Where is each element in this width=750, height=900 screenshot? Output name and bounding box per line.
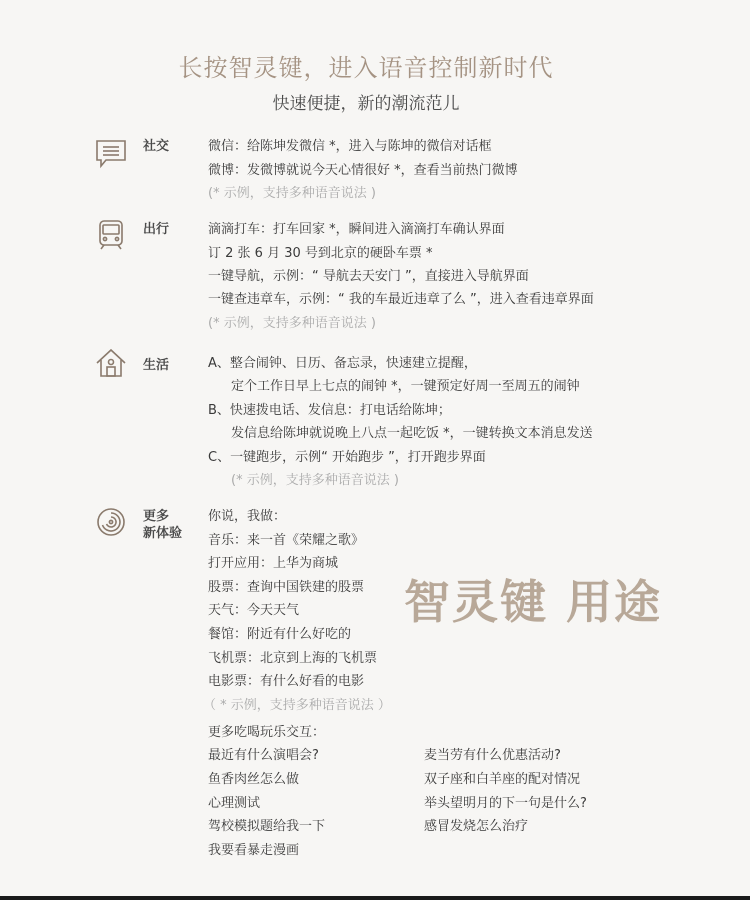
watermark-text: 智灵键 用途 xyxy=(404,575,663,629)
bottom-divider xyxy=(0,896,750,900)
interaction-title: 更多吃喝玩乐交互： xyxy=(208,725,326,740)
chat-icon xyxy=(94,136,128,170)
social-note: (* 示例，支持多种语音说法 ) xyxy=(208,186,376,201)
more-line: 餐馆：附近有什么好吃的 xyxy=(208,627,352,642)
more-line: 天气：今天天气 xyxy=(208,603,300,618)
social-line: 微博：发微博就说今天心情很好 *，查看当前热门微博 xyxy=(208,163,518,178)
list-item: 驾校模拟题给我一下 xyxy=(208,819,326,834)
more-line: 打开应用：上华为商城 xyxy=(208,556,339,571)
more-line: 音乐：来一首《荣耀之歌》 xyxy=(208,533,365,548)
life-line: A、整合闹钟、日历、备忘录，快速建立提醒， xyxy=(208,356,477,371)
list-item: 感冒发烧怎么治疗 xyxy=(424,819,529,834)
list-item: 我要看暴走漫画 xyxy=(208,843,300,858)
travel-note: (* 示例，支持多种语音说法 ) xyxy=(208,316,376,331)
more-note: （ * 示例，支持多种语音说法 ） xyxy=(203,698,391,713)
more-line: 你说，我做： xyxy=(208,509,287,524)
travel-line: 滴滴打车：打车回家 *，瞬间进入滴滴打车确认界面 xyxy=(208,222,505,237)
list-item: 鱼香肉丝怎么做 xyxy=(208,772,300,787)
list-item: 麦当劳有什么优惠活动? xyxy=(424,748,561,763)
list-item: 最近有什么演唱会? xyxy=(208,748,319,763)
travel-line: 一键查违章车，示例：“ 我的车最近违章了么 ”，进入查看违章界面 xyxy=(208,292,594,307)
train-icon xyxy=(94,218,128,252)
section-label-more-line1: 更多 xyxy=(143,509,170,524)
home-icon xyxy=(94,346,128,380)
section-label-social: 社交 xyxy=(143,139,170,154)
spiral-icon xyxy=(94,505,128,539)
more-line: 飞机票：北京到上海的飞机票 xyxy=(208,651,378,666)
life-line: B、快速拨电话、发信息：打电话给陈坤； xyxy=(208,403,451,418)
life-line: C、一键跑步，示例“ 开始跑步 ”，打开跑步界面 xyxy=(208,450,486,465)
list-item: 双子座和白羊座的配对情况 xyxy=(424,772,581,787)
page-subtitle: 快速便捷，新的潮流范儿 xyxy=(272,94,460,114)
list-item: 心理测试 xyxy=(208,796,261,811)
life-line: 定个工作日早上七点的闹钟 *，一键预定好周一至周五的闹钟 xyxy=(231,379,580,394)
more-line: 股票：查询中国铁建的股票 xyxy=(208,580,365,595)
travel-line: 一键导航，示例：“ 导航去天安门 ”，直接进入导航界面 xyxy=(208,269,529,284)
life-line: 发信息给陈坤就说晚上八点一起吃饭 *，一键转换文本消息发送 xyxy=(231,426,593,441)
page-title: 长按智灵键，进入语音控制新时代 xyxy=(178,54,554,82)
more-line: 电影票：有什么好看的电影 xyxy=(208,674,365,689)
section-label-life: 生活 xyxy=(143,358,170,373)
social-line: 微信：给陈坤发微信 *，进入与陈坤的微信对话框 xyxy=(208,139,492,154)
section-label-more-line2: 新体验 xyxy=(143,526,183,541)
list-item: 举头望明月的下一句是什么? xyxy=(424,796,587,811)
section-label-travel: 出行 xyxy=(143,222,170,237)
travel-line: 订 2 张 6 月 30 号到北京的硬卧车票 * xyxy=(208,246,433,261)
life-note: (* 示例，支持多种语音说法 ) xyxy=(231,473,399,488)
